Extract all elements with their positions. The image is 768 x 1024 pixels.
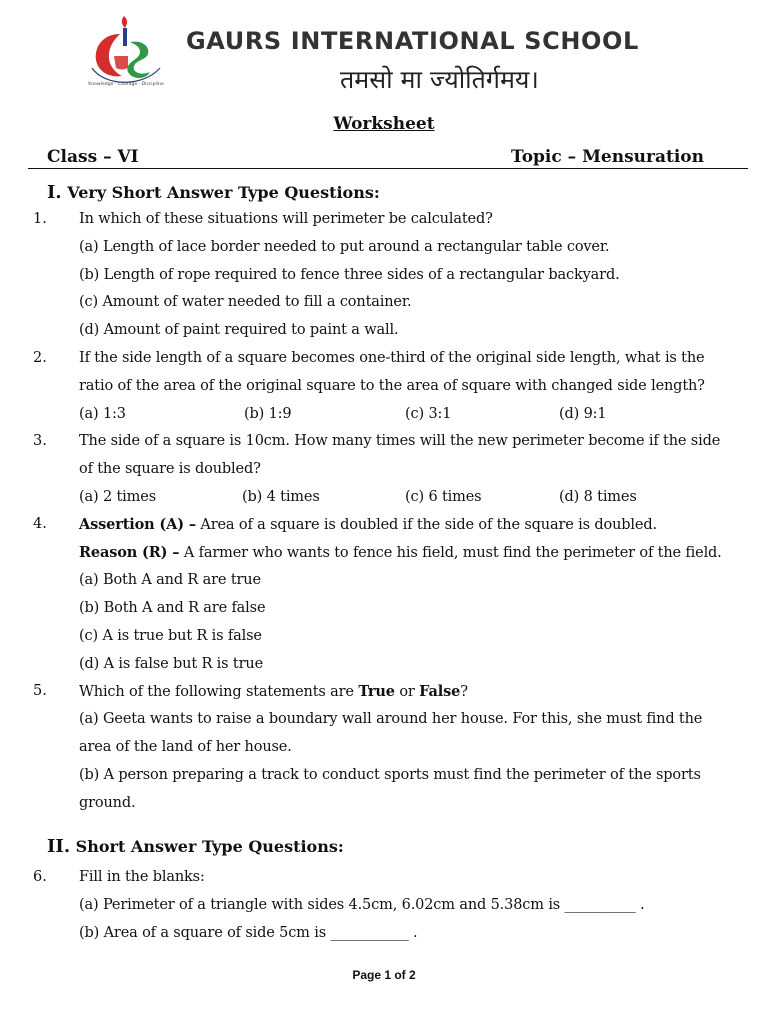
q2-text-line-1: If the side length of a square becomes one-third of the original side length, what is the xyxy=(79,350,705,366)
q3-option-b: (b) 4 times xyxy=(242,489,320,505)
q2-option-d: (d) 9:1 xyxy=(559,406,607,422)
q5-number: 5. xyxy=(33,683,47,699)
q1-option-d: (d) Amount of paint required to paint a wall. xyxy=(79,322,399,338)
logo-g-swoosh xyxy=(96,34,122,76)
school-name: GAURS INTERNATIONAL SCHOOL xyxy=(186,27,639,55)
q4-option-b: (b) Both A and R are false xyxy=(79,600,266,616)
q1-text: In which of these situations will perimeter be calculated? xyxy=(79,211,493,227)
reason-text: A farmer who wants to fence his field, must find the perimeter of the field. xyxy=(179,545,722,561)
q6-number: 6. xyxy=(33,869,47,885)
q4-assertion xyxy=(79,516,657,533)
q3-text-line-1: The side of a square is 10cm. How many times will the new perimeter become if the side xyxy=(79,433,721,449)
topic-label: Topic – Mensuration xyxy=(511,147,704,167)
or-word: or xyxy=(394,684,420,700)
q5-text xyxy=(79,683,468,700)
q4-option-d: (d) A is false but R is true xyxy=(79,656,264,672)
q3-option-d: (d) 8 times xyxy=(559,489,637,505)
q5-text-after: ? xyxy=(460,684,468,700)
false-word: False xyxy=(419,683,461,700)
q3-text-line-2: of the square is doubled? xyxy=(79,461,261,477)
q5-statement-a-line-2: area of the land of her house. xyxy=(79,739,292,755)
section-1-roman: I. xyxy=(47,182,62,203)
q6-text: Fill in the blanks: xyxy=(79,869,205,885)
logo-s-swoosh xyxy=(127,42,150,78)
section-2-title: Short Answer Type Questions: xyxy=(70,837,344,856)
q2-text-line-2: ratio of the area of the original square to the area of square with changed side length? xyxy=(79,378,705,394)
reason-label: Reason (R) – xyxy=(79,544,180,561)
assertion-text: Area of a square is doubled if the side of the square is doubled. xyxy=(195,517,657,533)
logo-g-bar xyxy=(114,56,128,70)
q5-statement-a-line-1: (a) Geeta wants to raise a boundary wall around her house. For this, she must find the xyxy=(79,711,703,727)
q6-blank-a: (a) Perimeter of a triangle with sides 4.5cm, 6.02cm and 5.38cm is __________ . xyxy=(79,897,645,913)
class-label: Class – VI xyxy=(47,147,139,167)
q4-option-c: (c) A is true but R is false xyxy=(79,628,262,644)
page-number: Page 1 of 2 xyxy=(352,968,416,982)
q1-option-c: (c) Amount of water needed to fill a container. xyxy=(79,294,412,310)
q3-option-a: (a) 2 times xyxy=(79,489,156,505)
q6-blank-b: (b) Area of a square of side 5cm is ___________ . xyxy=(79,925,418,941)
q5-statement-b-line-2: ground. xyxy=(79,795,136,811)
section-2-heading xyxy=(47,836,344,857)
q3-option-c: (c) 6 times xyxy=(405,489,482,505)
q1-number: 1. xyxy=(33,211,47,227)
assertion-label: Assertion (A) – xyxy=(79,516,196,533)
q5-text-before: Which of the following statements are xyxy=(79,684,359,700)
q2-option-b: (b) 1:9 xyxy=(244,406,292,422)
q4-reason xyxy=(79,544,722,561)
q4-number: 4. xyxy=(33,516,47,532)
school-motto: तमसो मा ज्योतिर्गमय। xyxy=(340,65,539,94)
q2-number: 2. xyxy=(33,350,47,366)
q2-option-c: (c) 3:1 xyxy=(405,406,452,422)
q2-option-a: (a) 1:3 xyxy=(79,406,126,422)
logo-caption: Knowledge · Courage · Discipline xyxy=(88,82,164,87)
true-word: True xyxy=(358,683,395,700)
q1-option-a: (a) Length of lace border needed to put around a rectangular table cover. xyxy=(79,239,610,255)
worksheet-title: Worksheet xyxy=(333,114,435,134)
q4-option-a: (a) Both A and R are true xyxy=(79,572,261,588)
torch-icon xyxy=(122,16,127,46)
section-2-roman: II. xyxy=(47,836,71,857)
school-logo xyxy=(84,12,168,90)
section-1-heading xyxy=(47,182,380,203)
q1-option-b: (b) Length of rope required to fence three sides of a rectangular backyard. xyxy=(79,267,620,283)
section-1-title: Very Short Answer Type Questions: xyxy=(61,183,380,202)
header-divider xyxy=(28,168,748,169)
q5-statement-b-line-1: (b) A person preparing a track to conduct sports must find the perimeter of the sports xyxy=(79,767,701,783)
q3-number: 3. xyxy=(33,433,47,449)
